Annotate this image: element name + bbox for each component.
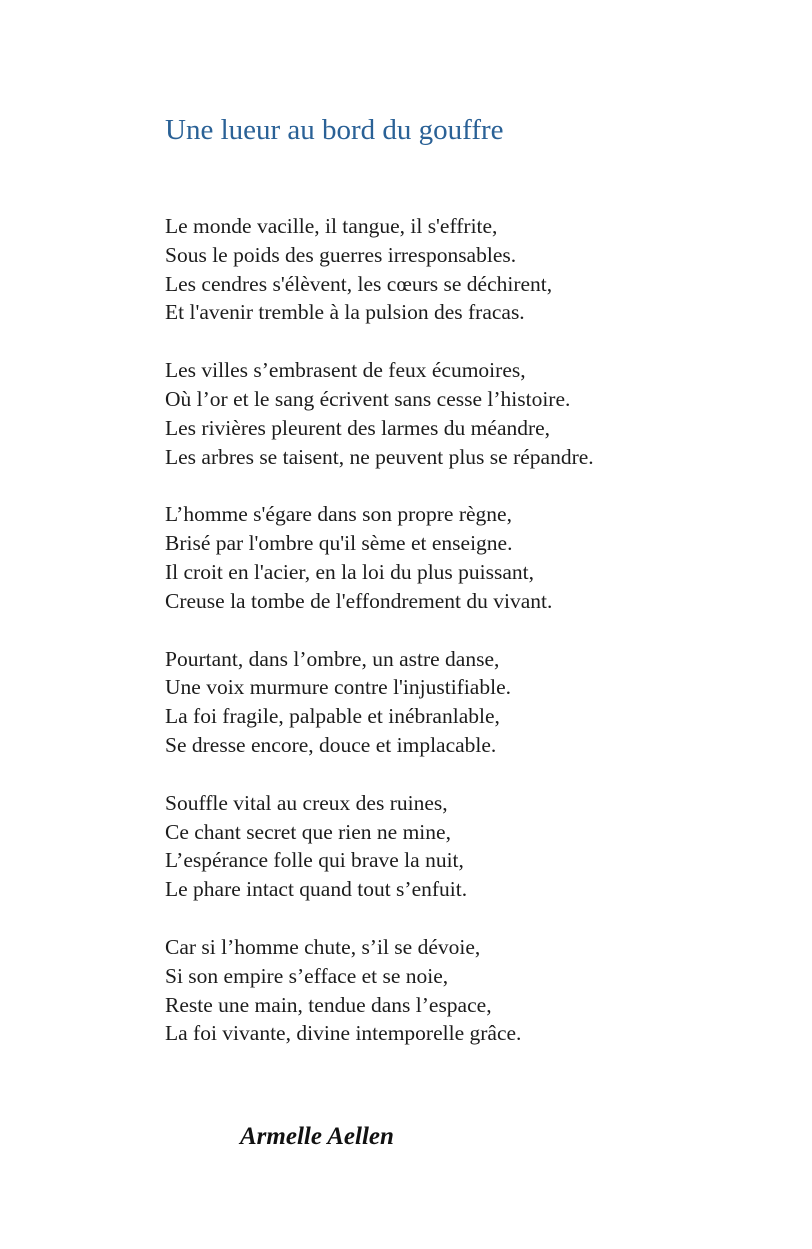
- poem-line: Et l'avenir tremble à la pulsion des fracas.: [165, 300, 525, 325]
- poem-line: La foi vivante, divine intemporelle grâce.: [165, 1021, 522, 1046]
- poem-line: Les arbres se taisent, ne peuvent plus se répandre.: [165, 444, 594, 469]
- poem-title: Une lueur au bord du gouffre: [165, 114, 504, 146]
- stanza-4: [165, 645, 785, 760]
- poem-line: Les cendres s'élèvent, les cœurs se déchirent,: [165, 271, 553, 296]
- stanza-1: [165, 212, 785, 327]
- poem-line: L’homme s'égare dans son propre règne,: [165, 502, 512, 527]
- stanza-2: [165, 356, 785, 471]
- poem-line: Le monde vacille, il tangue, il s'effrite,: [165, 214, 498, 238]
- poem-line: Le phare intact quand tout s’enfuit.: [165, 877, 468, 902]
- poem-line: Sous le poids des guerres irresponsables.: [165, 242, 517, 267]
- poem-line: Il croit en l'acier, en la loi du plus puissant,: [165, 559, 535, 584]
- poem-line: Les villes s’embrasent de feux écumoires,: [165, 358, 526, 383]
- stanza-5: [165, 789, 785, 904]
- poem-line: Souffle vital au creux des ruines,: [165, 790, 448, 815]
- poem-line: Une voix murmure contre l'injustifiable.: [165, 675, 511, 700]
- stanza-3: [165, 500, 785, 615]
- poem-line: Les rivières pleurent des larmes du méandre,: [165, 415, 551, 440]
- poem-body: [165, 212, 785, 1077]
- poem-line: Où l’or et le sang écrivent sans cesse l’histoire.: [165, 386, 571, 411]
- poem-line: Reste une main, tendue dans l’espace,: [165, 992, 492, 1017]
- poem-line: Car si l’homme chute, s’il se dévoie,: [165, 934, 481, 959]
- author-signature: Armelle Aellen: [240, 1123, 394, 1150]
- poem-line: Brisé par l'ombre qu'il sème et enseigne.: [165, 531, 513, 556]
- stanza-6: [165, 933, 785, 1048]
- poem-line: L’espérance folle qui brave la nuit,: [165, 848, 464, 873]
- poem-line: La foi fragile, palpable et inébranlable,: [165, 704, 500, 729]
- poem-line: Creuse la tombe de l'effondrement du vivant.: [165, 588, 553, 613]
- poem-line: Ce chant secret que rien ne mine,: [165, 819, 451, 844]
- poem-line: Se dresse encore, douce et implacable.: [165, 732, 497, 757]
- poem-line: Si son empire s’efface et se noie,: [165, 963, 449, 988]
- poem-line: Pourtant, dans l’ombre, un astre danse,: [165, 646, 500, 671]
